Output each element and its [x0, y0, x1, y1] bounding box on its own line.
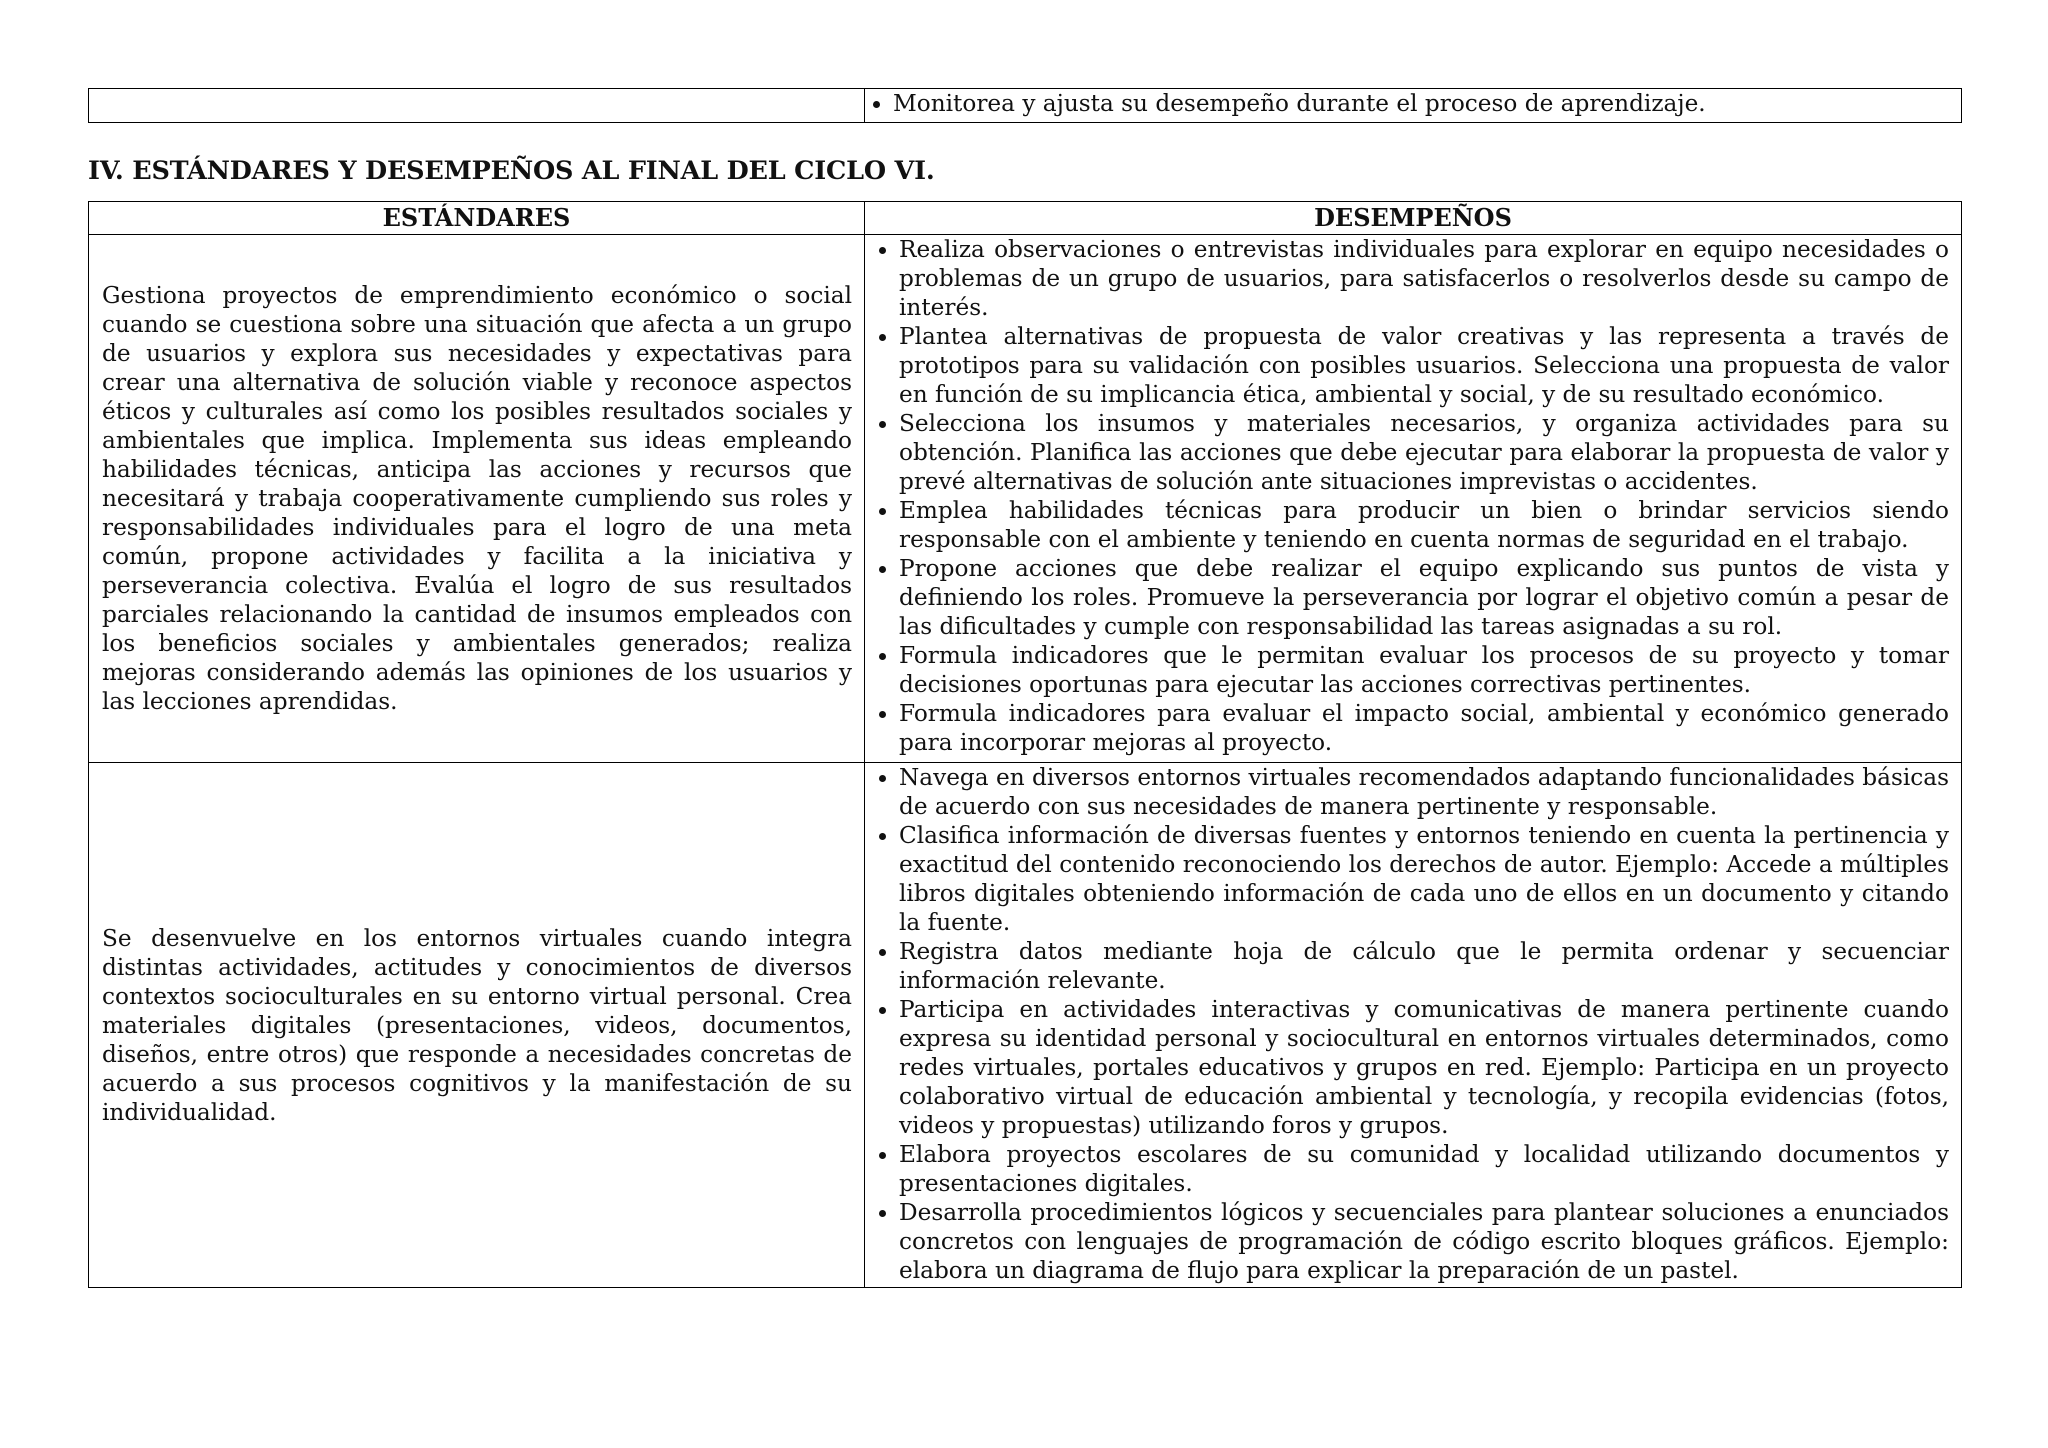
list-item: Emplea habilidades técnicas para producir un bien o brindar servicios siendo responsable con el ambiente y teniendo en cuenta normas de seguridad en el trabajo. — [871, 496, 1949, 554]
performance-list — [871, 763, 1949, 1285]
list-item: Formula indicadores que le permitan evaluar los procesos de su proyecto y tomar decisiones oportunas para ejecutar las acciones correctivas pertinentes. — [871, 641, 1949, 699]
header-performances: DESEMPEÑOS — [865, 202, 1962, 235]
section-title: IV. ESTÁNDARES Y DESEMPEÑOS AL FINAL DEL CICLO VI. — [88, 156, 935, 186]
list-item: Navega en diversos entornos virtuales recomendados adaptando funcionalidades básicas de acuerdo con sus necesidades de manera pertinente y responsable. — [871, 763, 1949, 821]
performance-cell — [865, 235, 1962, 763]
table-row — [89, 89, 1962, 123]
list-item: Plantea alternativas de propuesta de valor creativas y las representa a través de prototipos para su validación con posibles usuarios. Selecciona una propuesta de valor en función de su implicancia ética, ambiental y social, y de su resultado económico. — [871, 322, 1949, 409]
performance-cell — [865, 89, 1962, 123]
performance-cell — [865, 763, 1962, 1288]
list-item: Selecciona los insumos y materiales necesarios, y organiza actividades para su obtención. Planifica las acciones que debe ejecutar para elaborar la propuesta de valor y prevé alternativas de solución ante situaciones imprevistas o accidentes. — [871, 409, 1949, 496]
continuation-table — [88, 88, 1962, 123]
table-row — [89, 235, 1962, 763]
performance-list — [871, 235, 1949, 757]
list-item: Monitorea y ajusta su desempeño durante el proceso de aprendizaje. — [865, 89, 1961, 118]
standards-table — [88, 201, 1962, 1288]
standard-cell: Gestiona proyectos de emprendimiento económico o social cuando se cuestiona sobre una situación que afecta a un grupo de usuarios y explora sus necesidades y expectativas para crear una alternativa de solución viable y reconoce aspectos éticos y culturales así como los posibles resultados sociales y ambientales que implica. Implementa sus ideas empleando habilidades técnicas, anticipa las acciones y recursos que necesitará y trabaja cooperativamente cumpliendo sus roles y responsabilidades individuales para el logro de una meta común, propone actividades y facilita a la iniciativa y perseverancia colectiva. Evalúa el logro de sus resultados parciales relacionando la cantidad de insumos empleados con los beneficios sociales y ambientales generados; realiza mejoras considerando además las opiniones de los usuarios y las lecciones aprendidas. — [89, 235, 865, 763]
list-item: Formula indicadores para evaluar el impacto social, ambiental y económico generado para incorporar mejoras al proyecto. — [871, 699, 1949, 757]
list-item: Desarrolla procedimientos lógicos y secuenciales para plantear soluciones a enunciados concretos con lenguajes de programación de código escrito bloques gráficos. Ejemplo: elabora un diagrama de flujo para explicar la preparación de un pastel. — [871, 1198, 1949, 1285]
empty-standard-cell — [89, 89, 865, 123]
standard-cell: Se desenvuelve en los entornos virtuales cuando integra distintas actividades, actitudes y conocimientos de diversos contextos socioculturales en su entorno virtual personal. Crea materiales digitales (presentaciones, videos, documentos, diseños, entre otros) que responde a necesidades concretas de acuerdo a sus procesos cognitivos y la manifestación de su individualidad. — [89, 763, 865, 1288]
list-item: Realiza observaciones o entrevistas individuales para explorar en equipo necesidades o problemas de un grupo de usuarios, para satisfacerlos o resolverlos desde su campo de interés. — [871, 235, 1949, 322]
table-header-row — [89, 202, 1962, 235]
table-row — [89, 763, 1962, 1288]
performance-list — [865, 89, 1961, 118]
header-standards: ESTÁNDARES — [89, 202, 865, 235]
list-item: Propone acciones que debe realizar el equipo explicando sus puntos de vista y definiendo los roles. Promueve la perseverancia por lograr el objetivo común a pesar de las dificultades y cumple con responsabilidad las tareas asignadas a su rol. — [871, 554, 1949, 641]
list-item: Registra datos mediante hoja de cálculo que le permita ordenar y secuenciar información relevante. — [871, 937, 1949, 995]
list-item: Participa en actividades interactivas y comunicativas de manera pertinente cuando expresa su identidad personal y sociocultural en entornos virtuales determinados, como redes virtuales, portales educativos y grupos en red. Ejemplo: Participa en un proyecto colaborativo virtual de educación ambiental y tecnología, y recopila evidencias (fotos, videos y propuestas) utilizando foros y grupos. — [871, 995, 1949, 1140]
list-item: Clasifica información de diversas fuentes y entornos teniendo en cuenta la pertinencia y exactitud del contenido reconociendo los derechos de autor. Ejemplo: Accede a múltiples libros digitales obteniendo información de cada uno de ellos en un documento y citando la fuente. — [871, 821, 1949, 937]
list-item: Elabora proyectos escolares de su comunidad y localidad utilizando documentos y presentaciones digitales. — [871, 1140, 1949, 1198]
